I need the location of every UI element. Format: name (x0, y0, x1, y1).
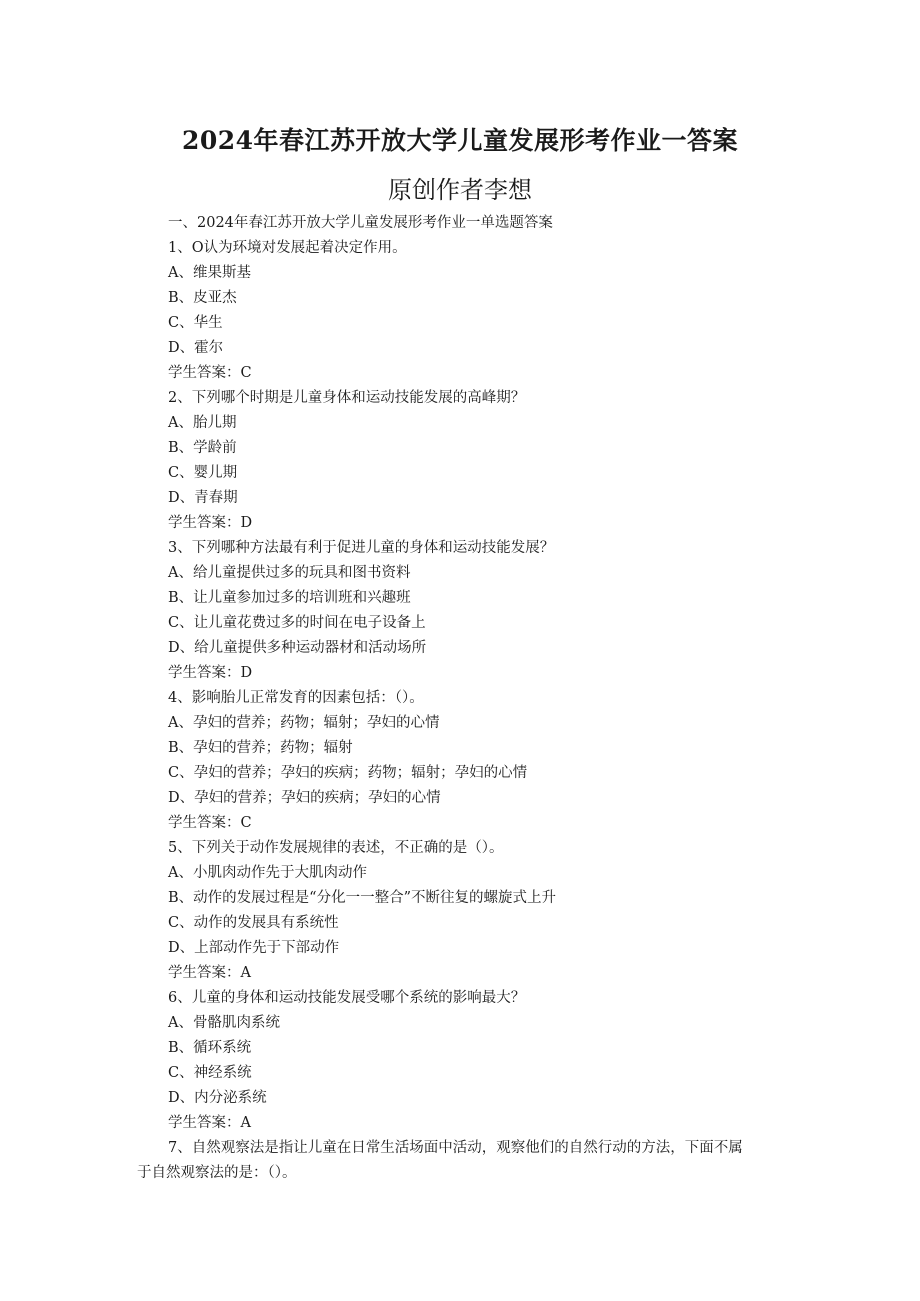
option-c: C、神经系统 (168, 1065, 252, 1081)
option-a: A、骨骼肌肉系统 (168, 1015, 280, 1031)
option-d: D、内分泌系统 (168, 1090, 267, 1106)
option-d: D、霍尔 (168, 340, 224, 356)
option-a: A、胎儿期 (168, 415, 237, 431)
question-stem: 4、影响胎儿正常发育的因素包括：（）。 (168, 690, 424, 706)
question-7 (137, 1136, 787, 1186)
option-d: D、给儿童提供多种运动器材和活动场所 (168, 640, 427, 656)
question-stem: 5、下列关于动作发展规律的表述，不正确的是（）。 (168, 840, 504, 856)
student-answer: 学生答案：A (168, 965, 251, 981)
question-stem: 6、儿童的身体和运动技能发展受哪个系统的影响最大？ (168, 990, 526, 1006)
option-c: C、华生 (168, 315, 223, 331)
option-a: A、维果斯基 (168, 265, 251, 281)
question-4 (168, 686, 788, 836)
student-answer: 学生答案：A (168, 1115, 251, 1131)
question-1 (168, 236, 788, 386)
option-c: C、动作的发展具有系统性 (168, 915, 339, 931)
document-subtitle: 原创作者李想 (388, 176, 532, 204)
option-d: D、青春期 (168, 490, 238, 506)
question-5 (168, 836, 788, 986)
option-c: C、孕妇的营养；孕妇的疾病；药物；辐射；孕妇的心情 (168, 765, 528, 781)
option-a: A、小肌肉动作先于大肌肉动作 (168, 865, 367, 881)
option-a: A、孕妇的营养；药物；辐射；孕妇的心情 (168, 715, 440, 731)
student-answer: 学生答案：C (168, 815, 252, 831)
option-b: B、循环系统 (168, 1040, 252, 1056)
option-b: B、皮亚杰 (168, 290, 237, 306)
option-c: C、婴儿期 (168, 465, 238, 481)
option-a: A、给儿童提供过多的玩具和图书资料 (168, 565, 411, 581)
option-b: B、动作的发展过程是“分化一一整合”不断往复的螺旋式上升 (168, 890, 556, 906)
question-list (168, 211, 788, 1136)
question-stem: 2、下列哪个时期是儿童身体和运动技能发展的高峰期？ (168, 390, 526, 406)
question-3 (168, 536, 788, 686)
document-title: 2024年春江苏开放大学儿童发展形考作业一答案 (181, 126, 739, 155)
question-2 (168, 386, 788, 536)
student-answer: 学生答案：D (168, 515, 253, 531)
question-6 (168, 986, 788, 1136)
option-d: D、上部动作先于下部动作 (168, 940, 340, 956)
option-b: B、让儿童参加过多的培训班和兴趣班 (168, 590, 411, 606)
option-d: D、孕妇的营养；孕妇的疾病；孕妇的心情 (168, 790, 441, 806)
question-stem: 3、下列哪种方法最有利于促进儿童的身体和运动技能发展？ (168, 540, 555, 556)
student-answer: 学生答案：C (168, 365, 252, 381)
option-c: C、让儿童花费过多的时间在电子设备上 (168, 615, 426, 631)
question-stem-line-1: 7、自然观察法是指让儿童在日常生活场面中活动，观察他们的自然行动的方法，下面不属 (168, 1140, 743, 1156)
student-answer: 学生答案：D (168, 665, 253, 681)
section-heading: 一、2024年春江苏开放大学儿童发展形考作业一单选题答案 (168, 215, 553, 231)
question-stem-line-2: 于自然观察法的是：（）。 (137, 1165, 297, 1181)
option-b: B、孕妇的营养；药物；辐射 (168, 740, 353, 756)
option-b: B、学龄前 (168, 440, 237, 456)
question-stem: 1、O认为环境对发展起着决定作用。 (168, 240, 407, 256)
